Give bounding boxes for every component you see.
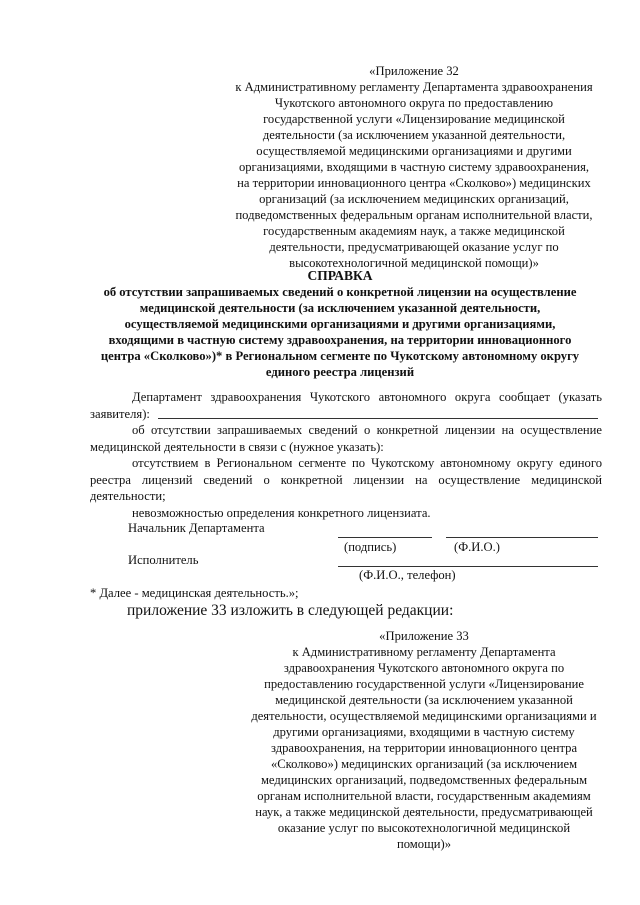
body-paragraph-3-line: реестра лицензий сведений о конкретной лицензии на осуществление медицинской [90, 472, 602, 487]
certificate-subtitle-line: единого реестра лицензий [265, 365, 415, 379]
appendix-32-header [228, 63, 600, 271]
appendix-32-line: «Приложение 32 [369, 64, 459, 78]
certificate-body [90, 389, 602, 521]
appendix-33-line: здравоохранения Чукотского автономного округа по [283, 661, 565, 675]
name-caption: (Ф.И.О.) [454, 540, 500, 554]
appendix-33-line: здравоохранения, на территории инновационного центра [270, 741, 578, 755]
footnote: * Далее - медицинская деятельность.»; [90, 586, 299, 600]
certificate-subtitle-line: осуществляемой медицинскими организациями и другими организациями, [124, 317, 556, 331]
certificate-subtitle-line: входящими в частную систему здравоохранения, на территории инновационного [108, 333, 572, 347]
appendix-33-line: другими организациями, входящими в частную систему [273, 725, 575, 739]
applicant-fill-line [158, 418, 598, 419]
appendix-32-line: к Административному регламенту Департамента здравоохранения [235, 80, 593, 94]
body-paragraph-1-line: Департамент здравоохранения Чукотского автономного округа сообщает (указать [132, 390, 602, 404]
appendix-33-line: помощи)» [397, 837, 451, 851]
certificate-subtitle-line: медицинской деятельности (за исключением указанной деятельности, [139, 301, 541, 315]
appendix-33-line: медицинских организаций, подведомственных федеральным [260, 773, 588, 787]
executor-caption: (Ф.И.О., телефон) [359, 568, 456, 582]
appendix-32-line: на территории инновационного центра «Сколково») медицинских [237, 176, 591, 190]
appendix-32-line: подведомственных федеральным органам исполнительной власти, [235, 208, 593, 222]
appendix-32-line: Чукотского автономного округа по предоставлению [274, 96, 554, 110]
appendix-32-line: осуществляемой медицинскими организациями и другими [256, 144, 572, 158]
executor-label: Исполнитель [128, 553, 199, 567]
appendix-33-line: наук, а также медицинской деятельности, предусматривающей [255, 805, 593, 819]
appendix-32-line: высокотехнологичной медицинской помощи)» [289, 256, 539, 270]
body-paragraph-3-line: деятельности; [90, 489, 166, 503]
body-paragraph-1-line: заявителя): [90, 406, 150, 421]
appendix-33-line: медицинской деятельности (за исключением указанной [275, 693, 573, 707]
body-paragraph-3-line: отсутствием в Региональном сегменте по Чукотскому автономному округу единого [132, 456, 602, 470]
appendix-32-line: организаций (за исключением медицинских организаций, [259, 192, 569, 206]
appendix-33-line: «Приложение 33 [379, 629, 469, 643]
appendix-32-line: государственным академиям наук, а также медицинской [263, 224, 565, 238]
certificate-subtitle-line: об отсутствии запрашиваемых сведений о конкретной лицензии на осуществление [103, 285, 577, 299]
name-line [446, 537, 598, 538]
appendix-33-line: к Административному регламенту Департамента [292, 645, 556, 659]
certificate-title [60, 268, 620, 380]
certificate-subtitle-line: центра «Сколково»)* в Региональном сегменте по Чукотскому автономному округу [100, 349, 580, 363]
body-paragraph-4: невозможностью определения конкретного лицензиата. [132, 505, 431, 520]
appendix-32-line: деятельности (за исключением указанной деятельности, [262, 128, 566, 142]
executor-line [338, 566, 598, 567]
appendix-33-header [238, 628, 610, 852]
appendix-33-line: органам исполнительной власти, государственным академиям [257, 789, 591, 803]
signature-caption: (подпись) [344, 540, 397, 554]
appendix-33-line: «Сколково») медицинских организаций (за исключением [270, 757, 578, 771]
head-of-department-label: Начальник Департамента [128, 521, 265, 535]
signature-line [338, 537, 432, 538]
body-paragraph-2-line: об отсутствии запрашиваемых сведений о конкретной лицензии на осуществление [132, 423, 602, 437]
instruction-line: приложение 33 изложить в следующей редакции: [127, 602, 454, 619]
appendix-33-line: деятельности, осуществляемой медицинскими организациями и [251, 709, 597, 723]
appendix-32-line: деятельности, предусматривающей оказание услуг по [269, 240, 559, 254]
appendix-32-line: организациями, входящими в частную систему здравоохранения, [238, 160, 590, 174]
body-paragraph-2-line: медицинской деятельности в связи с (нужное указать): [90, 439, 384, 454]
appendix-33-line: оказание услуг по высокотехнологичной медицинской [277, 821, 571, 835]
certificate-heading: СПРАВКА [307, 268, 373, 283]
appendix-32-line: государственной услуги «Лицензирование медицинской [263, 112, 565, 126]
appendix-33-line: предоставлению государственной услуги «Лицензирование [264, 677, 584, 691]
